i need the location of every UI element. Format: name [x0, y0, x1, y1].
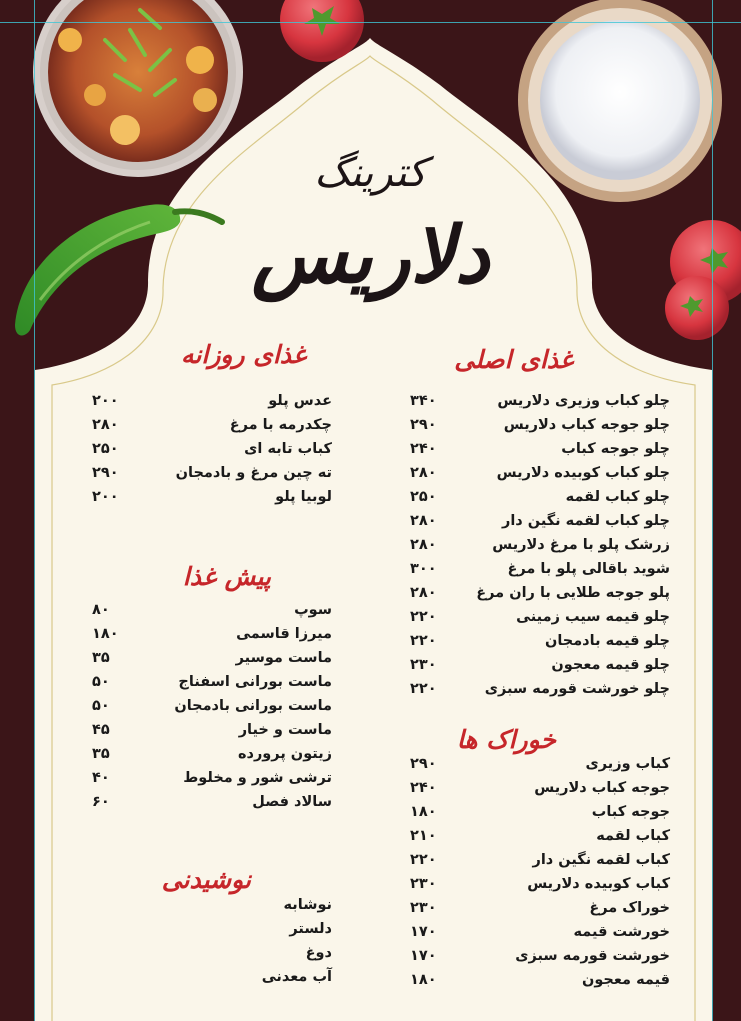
menu-item-name: ته چین مرغ و بادمجان	[175, 465, 332, 481]
menu-item-name: میرزا قاسمی	[236, 626, 332, 642]
menu-item-price: ۳۵	[92, 746, 110, 762]
menu-item-price: ۶۰	[92, 794, 110, 810]
daily-food-list	[92, 389, 332, 509]
section-title-main: غذای اصلی	[454, 345, 573, 374]
main-course-list	[410, 389, 670, 701]
menu-item	[92, 965, 332, 989]
menu-item	[92, 646, 332, 670]
menu-item-price: ۲۳۰	[410, 900, 437, 916]
menu-item-name: کباب تابه ای	[244, 441, 332, 457]
menu-item	[92, 917, 332, 941]
menu-item-name: چلو کباب لقمه	[565, 489, 670, 505]
menu-item	[410, 752, 670, 776]
menu-item-price: ۱۷۰	[410, 948, 437, 964]
menu-item-name: ماست بورانی بادمجان	[174, 698, 332, 714]
menu-item	[410, 968, 670, 992]
section-title-drinks: نوشیدنی	[161, 865, 251, 894]
section-title-dishes: خوراک ها	[456, 725, 556, 754]
menu-item-name: ماست موسیر	[235, 650, 332, 666]
menu-item	[410, 920, 670, 944]
menu-item	[92, 718, 332, 742]
menu-item-name: چلو کباب کوبیده دلاریس	[496, 465, 670, 481]
menu-item-name: کباب لقمه نگین دار	[532, 852, 670, 868]
menu-item-name: جوجه کباب	[591, 804, 670, 820]
brand-subtitle: کترینگ	[314, 150, 427, 196]
menu-item	[92, 694, 332, 718]
menu-item-price: ۳۰۰	[410, 561, 437, 577]
menu-item	[410, 437, 670, 461]
menu-item-price: ۳۵	[92, 650, 110, 666]
menu-item	[410, 533, 670, 557]
menu-item-name: ماست و خیار	[238, 722, 332, 738]
menu-item-name: چکدرمه با مرغ	[229, 417, 332, 433]
menu-item-price: ۲۲۰	[410, 609, 437, 625]
menu-item	[410, 824, 670, 848]
menu-item-price: ۲۱۰	[410, 828, 437, 844]
menu-item	[410, 461, 670, 485]
menu-item-price: ۲۰۰	[92, 489, 119, 505]
menu-item-price: ۵۰	[92, 698, 110, 714]
menu-item	[410, 944, 670, 968]
guide-line	[0, 22, 741, 23]
menu-item-price: ۲۲۰	[410, 681, 437, 697]
menu-item	[410, 557, 670, 581]
menu-item	[410, 485, 670, 509]
dishes-list	[410, 752, 670, 992]
menu-item-name: سوپ	[294, 602, 332, 618]
drinks-list	[92, 893, 332, 989]
menu-item-name: ترشی شور و مخلوط	[183, 770, 332, 786]
brand-name: دلاریس	[251, 210, 490, 301]
menu-item	[92, 790, 332, 814]
menu-item-name: دوغ	[305, 945, 332, 961]
menu-item	[410, 653, 670, 677]
menu-item	[92, 622, 332, 646]
menu-item-price: ۱۸۰	[410, 972, 437, 988]
menu-item-name: چلو خورشت قورمه سبزی	[484, 681, 670, 697]
menu-item	[410, 848, 670, 872]
menu-item-name: نوشابه	[283, 897, 332, 913]
menu-item-name: قیمه معجون	[581, 972, 670, 988]
menu-item	[410, 413, 670, 437]
menu-item-name: چلو قیمه معجون	[551, 657, 670, 673]
menu-item	[92, 437, 332, 461]
menu-item-name: چلو کباب لقمه نگین دار	[501, 513, 670, 529]
menu-item	[410, 629, 670, 653]
menu-item	[92, 766, 332, 790]
menu-item	[92, 413, 332, 437]
menu-item-price: ۲۳۰	[410, 657, 437, 673]
menu-item-price: ۲۸۰	[410, 537, 437, 553]
menu-item-price: ۱۸۰	[410, 804, 437, 820]
menu-item-name: شوید باقالی پلو با مرغ	[507, 561, 670, 577]
menu-item-name: زرشک پلو با مرغ دلاریس	[492, 537, 670, 553]
menu-item-name: کباب کوبیده دلاریس	[527, 876, 670, 892]
menu-item-price: ۲۴۰	[410, 441, 437, 457]
menu-item-price: ۲۴۰	[410, 780, 437, 796]
menu-item-price: ۲۲۰	[410, 633, 437, 649]
menu-item-name: چلو قیمه بادمجان	[544, 633, 670, 649]
menu-item-price: ۲۵۰	[410, 489, 437, 505]
menu-item-name: خورشت قورمه سبزی	[515, 948, 670, 964]
menu-item	[92, 941, 332, 965]
menu-item-price: ۴۰	[92, 770, 110, 786]
menu-item-name: چلو جوجه کباب دلاریس	[503, 417, 670, 433]
section-title-appetizers: پیش غذا	[182, 562, 271, 591]
menu-item	[410, 581, 670, 605]
menu-item	[92, 742, 332, 766]
menu-item-price: ۲۵۰	[92, 441, 119, 457]
menu-item	[410, 872, 670, 896]
menu-item-name: عدس پلو	[268, 393, 332, 409]
menu-item-name: کباب وزیری	[585, 756, 670, 772]
menu-item	[92, 461, 332, 485]
menu-item-name: چلو جوجه کباب	[561, 441, 670, 457]
menu-item	[92, 893, 332, 917]
menu-item-price: ۲۹۰	[92, 465, 119, 481]
menu-item-name: دلستر	[289, 921, 332, 937]
menu-item-name: ماست بورانی اسفناج	[178, 674, 332, 690]
section-title-daily: غذای روزانه	[181, 340, 306, 369]
menu-item-name: آب معدنی	[261, 969, 332, 985]
menu-item-name: سالاد فصل	[252, 794, 332, 810]
menu-item	[92, 670, 332, 694]
menu-item-name: چلو کباب وزیری دلاریس	[497, 393, 670, 409]
menu-item-name: خوراک مرغ	[589, 900, 670, 916]
appetizer-list	[92, 598, 332, 814]
menu-item-price: ۲۰۰	[92, 393, 119, 409]
menu-item-price: ۲۸۰	[410, 465, 437, 481]
menu-item-price: ۸۰	[92, 602, 110, 618]
menu-item-price: ۲۹۰	[410, 417, 437, 433]
menu-item-price: ۱۸۰	[92, 626, 119, 642]
menu-item-price: ۲۸۰	[410, 585, 437, 601]
menu-item	[410, 896, 670, 920]
menu-item	[410, 800, 670, 824]
menu-item	[92, 389, 332, 413]
menu-item-price: ۱۷۰	[410, 924, 437, 940]
menu-item	[410, 389, 670, 413]
menu-item-price: ۳۴۰	[410, 393, 437, 409]
menu-item-name: جوجه کباب دلاریس	[534, 780, 670, 796]
menu-item-name: چلو قیمه سیب زمینی	[516, 609, 670, 625]
menu-item	[410, 509, 670, 533]
menu-item-name: کباب لقمه	[596, 828, 670, 844]
menu-item-price: ۲۹۰	[410, 756, 437, 772]
menu-item	[92, 598, 332, 622]
menu-item-name: خورشت قیمه	[573, 924, 670, 940]
menu-item-price: ۲۲۰	[410, 852, 437, 868]
menu-item	[410, 776, 670, 800]
menu-item-name: لوبیا پلو	[275, 489, 332, 505]
menu-item	[410, 605, 670, 629]
menu-item	[92, 485, 332, 509]
menu-item-price: ۲۸۰	[410, 513, 437, 529]
menu-item-price: ۵۰	[92, 674, 110, 690]
menu-item-name: پلو جوجه طلایی با ران مرغ	[476, 585, 670, 601]
menu-item-price: ۲۳۰	[410, 876, 437, 892]
menu-item-name: زیتون پرورده	[237, 746, 332, 762]
menu-item	[410, 677, 670, 701]
menu-item-price: ۲۸۰	[92, 417, 119, 433]
menu-item-price: ۴۵	[92, 722, 110, 738]
